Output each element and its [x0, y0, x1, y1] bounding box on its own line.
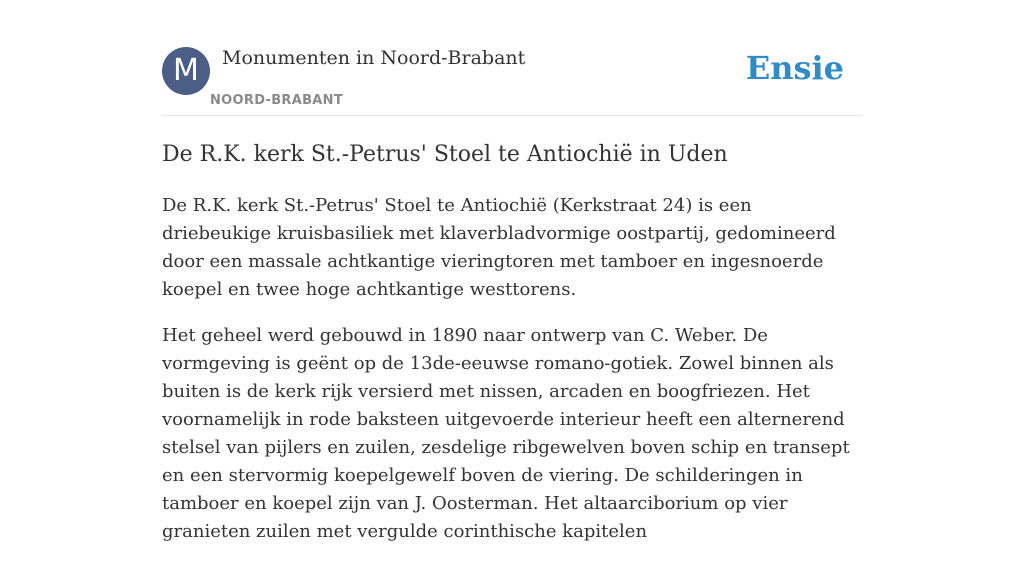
- ensie-logo[interactable]: Ensie: [745, 49, 844, 87]
- paragraph: De R.K. kerk St.-Petrus' Stoel te Antiochië (Kerkstraat 24) is een driebeukige kruisbasiliek met klaverbladvormige oostpartij, gedomineerd door een massale achtkantige vieringtoren met tamboer en ingesnoerde koepel en twee hoge achtkantige westtorens.: [162, 195, 836, 300]
- article-title: De R.K. kerk St.-Petrus' Stoel te Antiochië in Uden: [162, 142, 728, 167]
- avatar[interactable]: M: [162, 47, 210, 95]
- book-title-link[interactable]: Monumenten in Noord-Brabant: [222, 47, 526, 69]
- category-label[interactable]: NOORD-BRABANT: [210, 93, 344, 108]
- header: [162, 45, 862, 116]
- article-body: [162, 192, 862, 564]
- paragraph: Het geheel werd gebouwd in 1890 naar ontwerp van C. Weber. De vormgeving is geënt op de 13de-eeuwse romano-gotiek. Zowel binnen als buiten is de kerk rijk versierd met nissen, arcaden en boogfriezen. Het voornamelijk in rode baksteen uitgevoerde interieur heeft een alternerend stelsel van pijlers en zuilen, zesdelige ribgewelven boven schip en transept en een stervormig koepelgewelf boven de viering. De schilderingen in tamboer en koepel zijn van J. Oosterman. Het altaarciborium op vier granieten zuilen met vergulde corinthische kapitelen: [162, 325, 850, 542]
